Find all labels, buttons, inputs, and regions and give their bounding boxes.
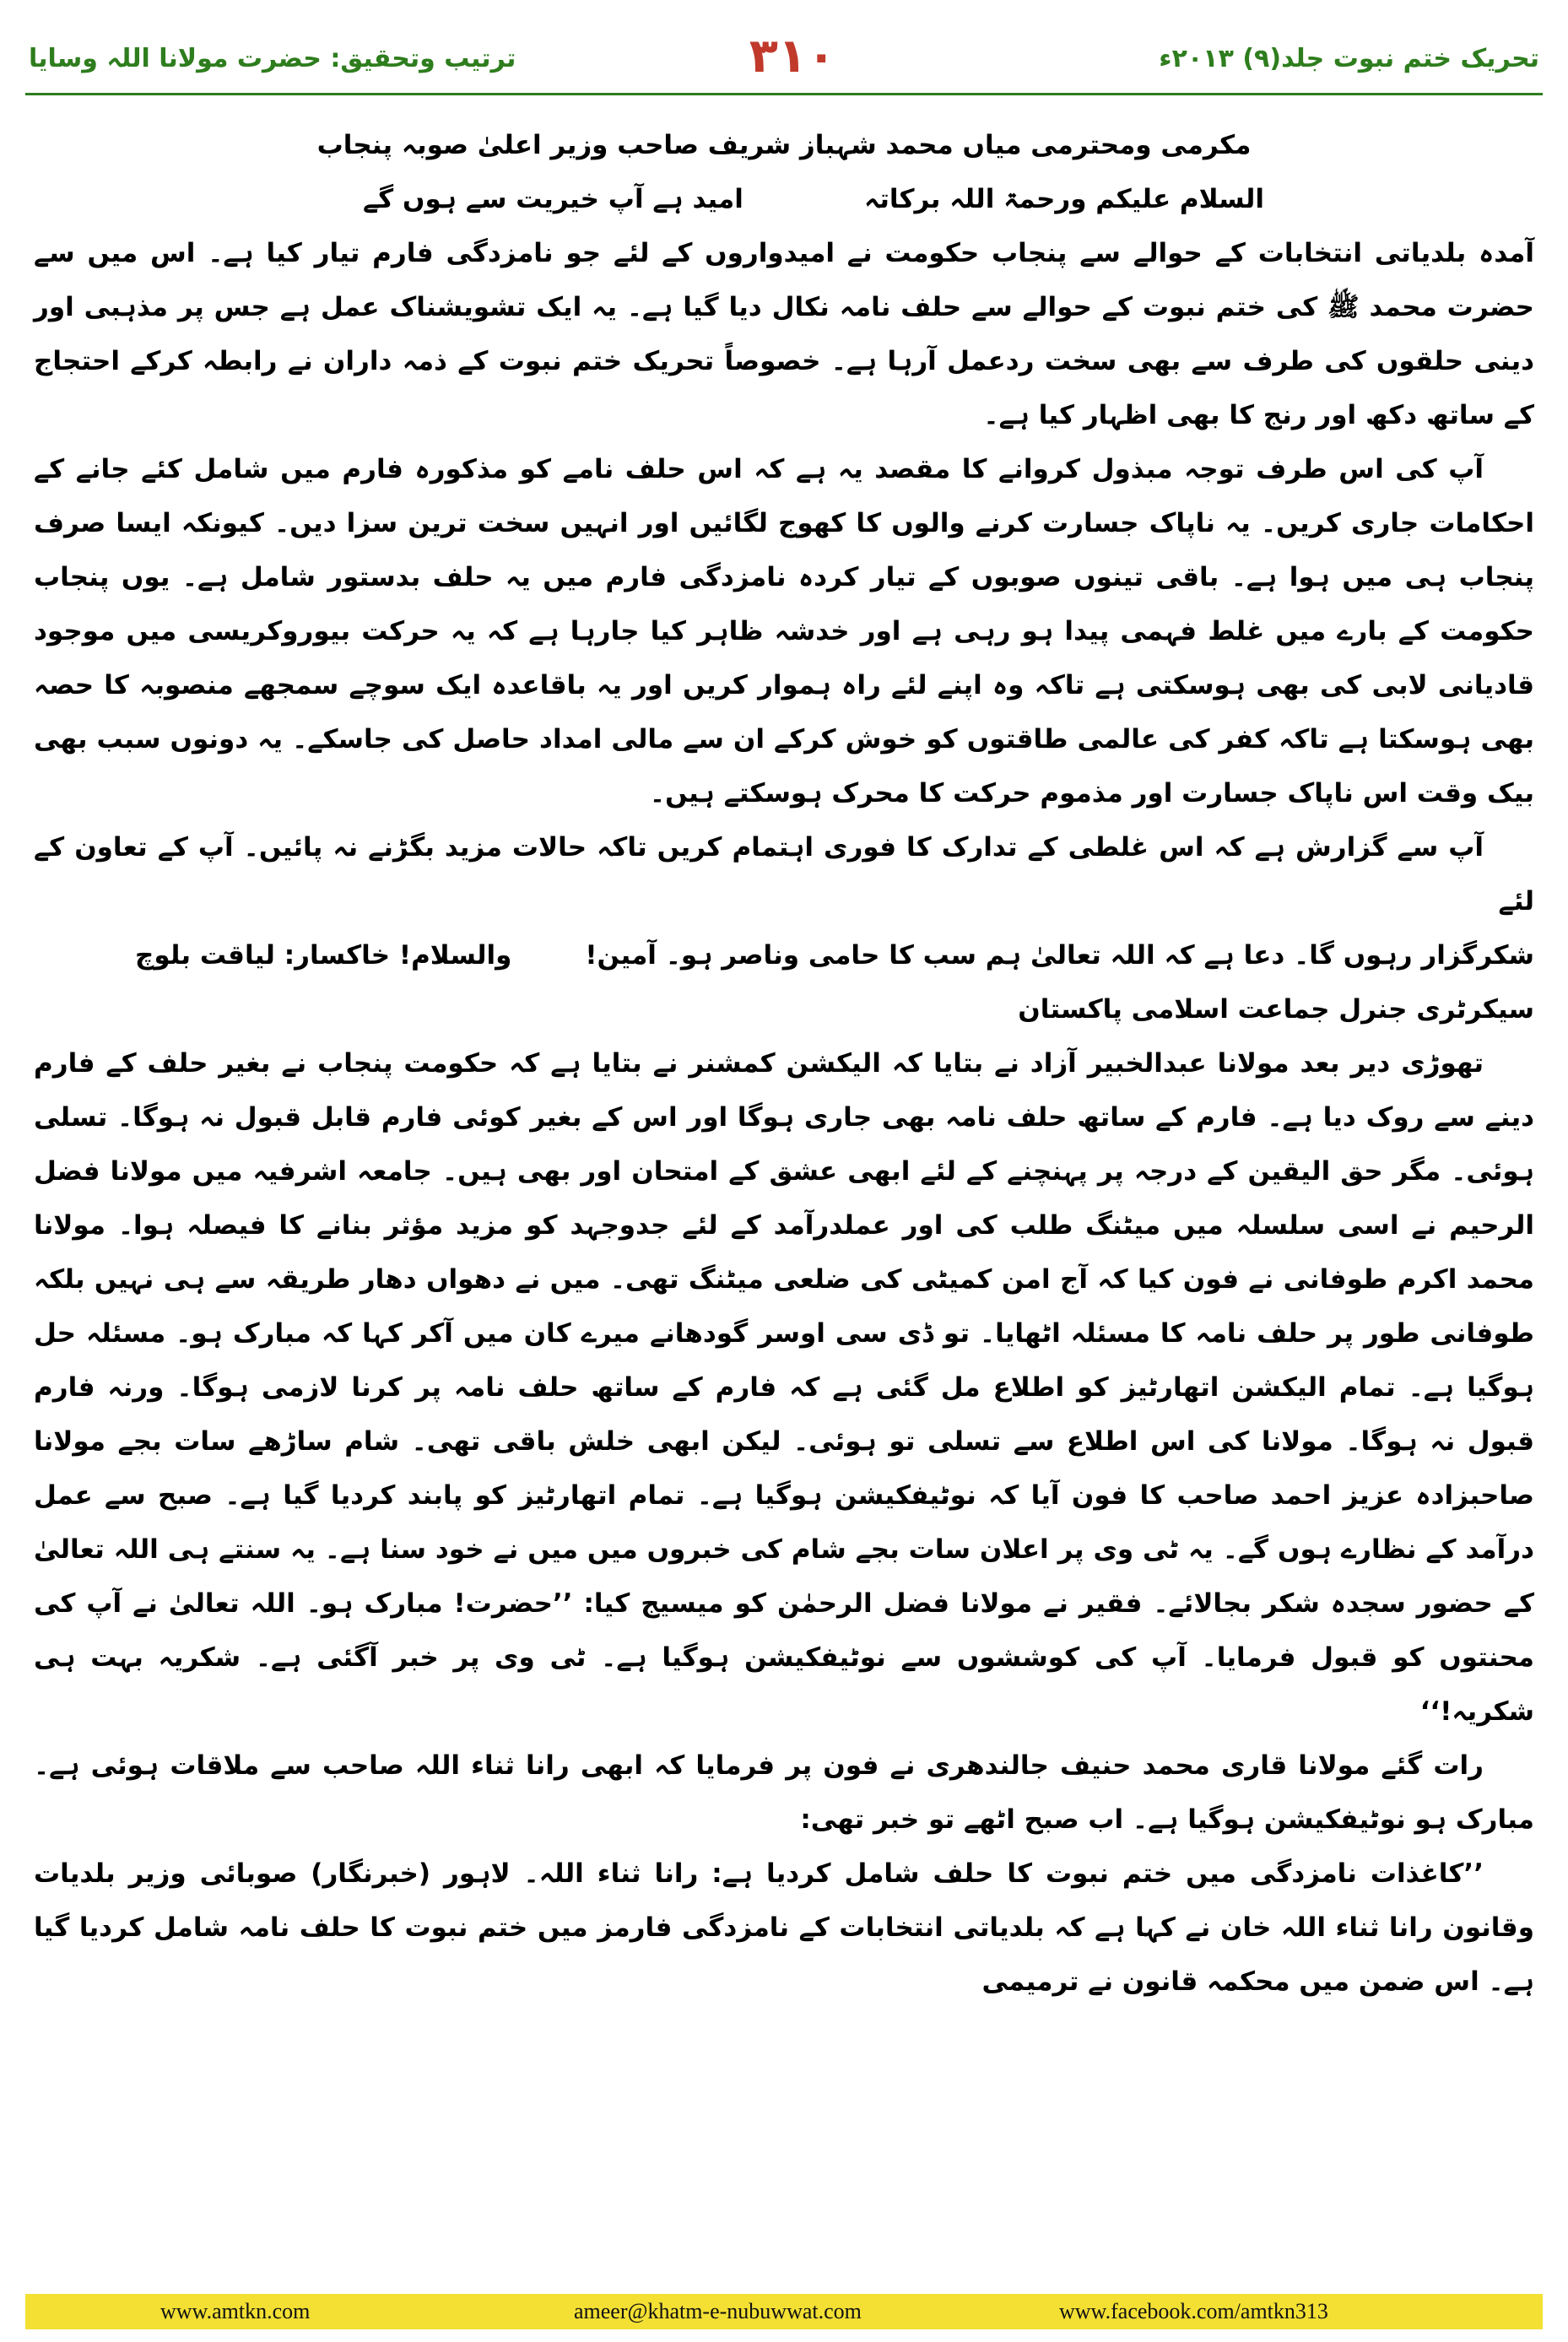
letter-signature: والسلام! خاکسار: لیاقت بلوچ [135,940,512,971]
narrative-paragraph-2: رات گئے مولانا قاری محمد حنیف جالندھری نے فون پر فرمایا کہ ابھی رانا ثناء اللہ صاحب سے ملاقات ہوئی ہے۔ مبارک ہو نوٹیفکیشن ہوگیا ہے۔ اب صبح اٹھے تو خبر تھی: [34,1750,1534,1835]
page-footer [25,2294,1543,2329]
page-body [34,118,1534,2009]
letter-wish: امید ہے آپ خیریت سے ہوں گے [363,184,743,214]
footer-website-link[interactable]: www.amtkn.com [160,2299,311,2323]
footer-facebook-link[interactable]: www.facebook.com/amtkn313 [1059,2299,1328,2323]
footer-email-link[interactable]: ameer@khatm-e-nubuwwat.com [574,2299,862,2323]
letter-greeting: السلام علیکم ورحمۃ اللہ برکاتہ [864,184,1264,214]
greeting-row [34,172,1534,226]
letter-paragraph-2: آپ کی اس طرف توجہ مبذول کروانے کا مقصد یہ ہے کہ اس حلف نامے کو مذکورہ فارم میں شامل کئے جانے کے احکامات جاری کریں۔ یہ ناپاک جسارت کرنے والوں کا کھوج لگائیں اور انہیں سخت ترین سزا دیں۔ کیونکہ ایسا صرف پنجاب ہی میں ہوا ہے۔ باقی تینوں صوبوں کے تیار کردہ نامزدگی فارم میں یہ حلف بدستور شامل ہے۔ یوں پنجاب حکومت کے بارے میں غلط فہمی پیدا ہو رہی ہے اور خدشہ ظاہر کیا جارہا ہے کہ یہ حرکت بیوروکریسی میں موجود قادیانی لابی کی بھی ہوسکتی ہے تاکہ وہ اپنے لئے راہ ہموار کریں اور یہ باقاعدہ ایک سوچے سمجھے منصوبہ کا حصہ بھی ہوسکتا ہے تاکہ کفر کی عالمی طاقتوں کو خوش کرکے ان سے مالی امداد حاصل کی جاسکے۔ یہ دونوں سبب بھی بیک وقت اس ناپاک جسارت اور مذموم حرکت کا محرک ہوسکتے ہیں۔ [34,454,1534,809]
letter-paragraph-3: آپ سے گزارش ہے کہ اس غلطی کے تدارک کا فوری اہتمام کریں تاکہ حالات مزید بگڑنے نہ پائیں۔ آپ کے تعاون کے لئے [34,832,1534,917]
header-compiler: ترتیب وتحقیق: حضرت مولانا اللہ وسایا [29,44,516,73]
page-header [25,29,1543,93]
header-book-title: تحریک ختم نبوت جلد(۹) ۲۰۱۳ء [1159,44,1539,73]
letter-designation: سیکرٹری جنرل جماعت اسلامی پاکستان [1018,994,1534,1025]
letter-closing: شکرگزار رہوں گا۔ دعا ہے کہ اللہ تعالیٰ ہم سب کا حامی وناصر ہو۔ آمین! [585,940,1534,971]
letter-paragraph-1: آمدہ بلدیاتی انتخابات کے حوالے سے پنجاب حکومت نے امیدواروں کے لئے جو نامزدگی فارم تیار کیا ہے۔ اس میں سے حضرت محمد ﷺ کی ختم نبوت کے حوالے سے حلف نامہ نکال دیا گیا ہے۔ یہ ایک تشویشناک عمل ہے جس پر مذہبی اور دینی حلقوں کی طرف سے بھی سخت ردعمل آرہا ہے۔ خصوصاً تحریک ختم نبوت کے ذمہ داران نے رابطہ کرکے احتجاج کے ساتھ دکھ اور رنج کا بھی اظہار کیا ہے۔ [34,238,1534,430]
news-quote: ’’کاغذات نامزدگی میں ختم نبوت کا حلف شامل کردیا ہے: رانا ثناء اللہ۔ لاہور (خبرنگار) صوبائی وزیر بلدیات وقانون رانا ثناء اللہ خان نے کہا ہے کہ بلدیاتی انتخابات کے نامزدگی فارمز میں ختم نبوت کا حلف نامہ شامل کردیا گیا ہے۔ اس ضمن میں محکمہ قانون نے ترمیمی [34,1858,1534,1997]
header-rule [25,93,1543,95]
closing-row [34,928,1534,982]
narrative-paragraph-1: تھوڑی دیر بعد مولانا عبدالخبیر آزاد نے بتایا کہ الیکشن کمشنر نے بتایا ہے کہ حکومت پنجاب نے بغیر حلف کے فارم دینے سے روک دیا ہے۔ فارم کے ساتھ حلف نامہ بھی جاری ہوگا اور اس کے بغیر کوئی فارم قابل قبول نہ ہوگا۔ تسلی ہوئی۔ مگر حق الیقین کے درجہ پر پہنچنے کے لئے ابھی عشق کے امتحان اور بھی ہیں۔ جامعہ اشرفیہ میں مولانا فضل الرحیم نے اسی سلسلہ میں میٹنگ طلب کی اور عملدرآمد کے لئے جدوجہد کو مزید مؤثر بنانے کا فیصلہ ہوا۔ مولانا محمد اکرم طوفانی نے فون کیا کہ آج امن کمیٹی کی ضلعی میٹنگ تھی۔ میں نے دھواں دھار طریقہ سے ہی نہیں بلکہ طوفانی طور پر حلف نامہ کا مسئلہ اٹھایا۔ تو ڈی سی اوسر گودھانے میرے کان میں آکر کہا کہ مبارک ہو۔ مسئلہ حل ہوگیا ہے۔ تمام الیکشن اتھارٹیز کو اطلاع مل گئی ہے کہ فارم کے ساتھ حلف نامہ پر کرنا لازمی ہوگا۔ ورنہ فارم قبول نہ ہوگا۔ مولانا کی اس اطلاع سے تسلی تو ہوئی۔ لیکن ابھی خلش باقی تھی۔ شام ساڑھے سات بجے مولانا صاحبزادہ عزیز احمد صاحب کا فون آیا کہ نوٹیفکیشن ہوگیا ہے۔ تمام اتھارٹیز کو پابند کردیا گیا ہے۔ صبح سے عمل درآمد کے نظارے ہوں گے۔ یہ ٹی وی پر اعلان سات بجے شام کی خبروں میں میں نے خود سنا ہے۔ یہ سنتے ہی اللہ تعالیٰ کے حضور سجدہ شکر بجالائے۔ فقیر نے مولانا فضل الرحمٰن کو میسیج کیا: ’’حضرت! مبارک ہو۔ اللہ تعالیٰ نے آپ کی محنتوں کو قبول فرمایا۔ آپ کی کوششوں سے نوٹیفکیشن ہوگیا ہے۔ ٹی وی پر خبر آگئی ہے۔ شکریہ بہت ہی شکریہ!‘‘ [34,1048,1534,1727]
page-number: ۳۱۰ [749,29,836,84]
letter-heading: مکرمی ومحترمی میاں محمد شہباز شریف صاحب وزیر اعلیٰ صوبہ پنجاب [316,130,1252,160]
